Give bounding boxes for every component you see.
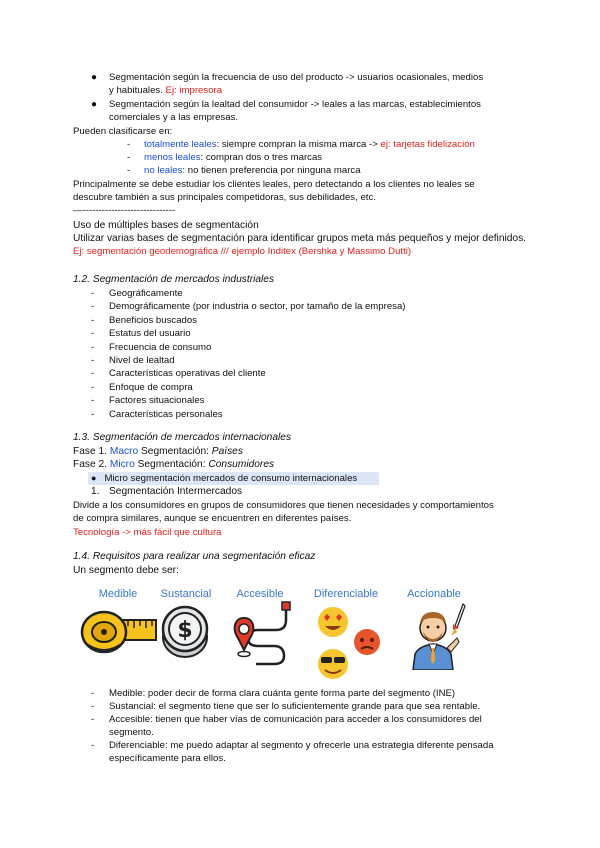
- bullet-line: y habituales. Ej: impresora: [109, 85, 223, 96]
- requisite-item: Sustancial: el segmento tiene que ser lo suficientemente grande para que sea rentable.: [109, 701, 481, 712]
- dash-marker: -: [91, 382, 95, 393]
- location-route-icon: [230, 600, 300, 670]
- requisite-item: Diferenciable: me puedo adaptar al segmento y ofrecerle una estrategia diferente pensada: [109, 740, 494, 751]
- dash-marker: -: [91, 355, 95, 366]
- numbered-item: Segmentación Intermercados: [109, 486, 243, 497]
- dash-marker: -: [91, 714, 95, 725]
- dash-marker: -: [127, 165, 131, 176]
- bullet-marker: ●: [91, 99, 98, 110]
- industrial-item: Estatus del usuario: [109, 328, 191, 339]
- principal-line: Principalmente se debe estudiar los clientes leales, pero detectando a los clientes no leales se: [73, 179, 475, 190]
- dash-marker: -: [127, 139, 131, 150]
- bullet-line: Segmentación según la lealtad del consumidor -> leales a las marcas, establecimientos: [109, 99, 481, 110]
- dash-marker: -: [91, 342, 95, 353]
- section-heading: 1.4. Requisitos para realizar una segmentación eficaz: [73, 551, 316, 562]
- bullet-marker: ●: [91, 72, 98, 83]
- dollar-coin-icon: [160, 603, 210, 659]
- svg-text:$: $: [177, 618, 193, 643]
- principal-line: descubre también a sus principales competidoras, sus debilidades, etc.: [73, 192, 376, 203]
- dash-marker: -: [91, 301, 95, 312]
- section-title: Uso de múltiples bases de segmentación: [73, 220, 259, 231]
- highlighted-bullet: ● Micro segmentación mercados de consumo internacionales: [88, 472, 379, 485]
- intro-text: Un segmento debe ser:: [73, 565, 179, 576]
- requisite-item: Accesible: tienen que haber vías de comunicación para acceder a los consumidores del: [109, 714, 482, 725]
- section-heading: 1.2. Segmentación de mercados industriales: [73, 274, 275, 285]
- phase-line: Fase 1. Macro Segmentación: Países: [73, 446, 243, 457]
- tape-measure-icon: [80, 606, 158, 656]
- classify-title: Pueden clasificarse en:: [73, 126, 173, 137]
- industrial-item: Características personales: [109, 409, 223, 420]
- requisite-label: Accionable: [407, 588, 461, 600]
- industrial-item: Beneficios buscados: [109, 315, 197, 326]
- requisite-label: Sustancial: [160, 588, 212, 600]
- requisite-item: segmento.: [109, 727, 154, 738]
- phase-line: Fase 2. Micro Segmentación: Consumidores: [73, 459, 275, 470]
- dash-marker: -: [91, 740, 95, 751]
- dash-marker: -: [91, 409, 95, 420]
- bullet-line: Segmentación según la frecuencia de uso del producto -> usuarios ocasionales, medios: [109, 72, 484, 83]
- loyalty-item: totalmente leales: siempre compran la misma marca -> ej: tarjetas fidelización: [144, 139, 475, 150]
- requisite-item: Medible: poder decir de forma clara cuánta gente forma parte del segmento (INE): [109, 688, 456, 699]
- emoji-faces-icon: [315, 604, 387, 682]
- industrial-item: Factores situacionales: [109, 395, 205, 406]
- dash-marker: -: [91, 701, 95, 712]
- numbered-marker: 1.: [91, 486, 100, 497]
- dash-marker: -: [91, 395, 95, 406]
- industrial-item: Enfoque de compra: [109, 382, 193, 393]
- industrial-item: Frecuencia de consumo: [109, 342, 212, 353]
- industrial-item: Características operativas del cliente: [109, 368, 266, 379]
- paragraph: Utilizar varias bases de segmentación para identificar grupos meta más pequeños y mejor definidos.: [73, 233, 527, 244]
- requisite-label: Medible: [98, 588, 138, 600]
- loyalty-item: menos leales: compran dos o tres marcas: [144, 152, 323, 163]
- requisite-label: Diferenciable: [313, 588, 379, 600]
- section-heading: 1.3. Segmentación de mercados internacionales: [73, 432, 292, 443]
- dash-marker: -: [91, 288, 95, 299]
- requisite-label: Accesible: [236, 588, 284, 600]
- dash-marker: -: [91, 328, 95, 339]
- dash-marker: -: [91, 368, 95, 379]
- requisite-item: específicamente para ellos.: [109, 753, 226, 764]
- bullet-line: comerciales y a las empresas.: [109, 112, 239, 123]
- dash-marker: -: [127, 152, 131, 163]
- dash-marker: -: [91, 688, 95, 699]
- loyalty-item: no leales: no tienen preferencia por ninguna marca: [144, 165, 361, 176]
- example-text: Tecnología -> más fácil que cultura: [73, 527, 222, 538]
- industrial-item: Demográficamente (por industria o sector, por tamaño de la empresa): [109, 301, 406, 312]
- paragraph: de compra similares, aunque se encuentren en diferentes países.: [73, 513, 352, 524]
- industrial-item: Nivel de lealtad: [109, 355, 175, 366]
- example-text: Ej: segmentación geodemográfica /// ejemplo Inditex (Bershka y Massimo Dutti): [73, 246, 412, 257]
- industrial-item: Geográficamente: [109, 288, 183, 299]
- example-text: Ej: impresora: [165, 85, 223, 96]
- businessman-rocket-icon: [407, 598, 469, 670]
- divider-text: —-----------------------------: [73, 205, 176, 216]
- dash-marker: -: [91, 315, 95, 326]
- paragraph: Divide a los consumidores en grupos de consumidores que tienen necesidades y comportamientos: [73, 500, 494, 511]
